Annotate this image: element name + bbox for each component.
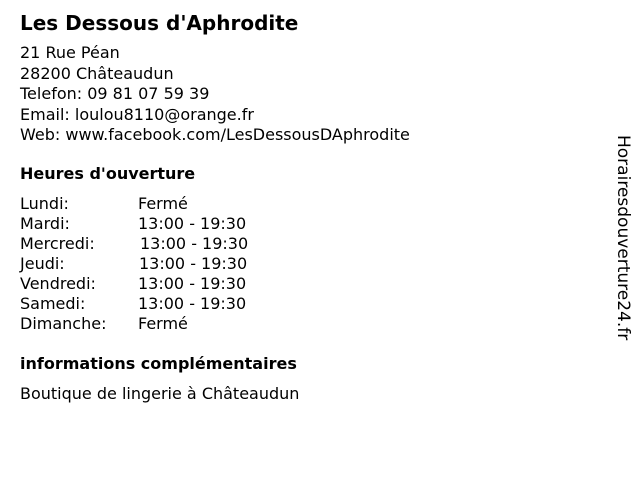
hours-row-thursday	[20, 254, 320, 274]
day-label: Dimanche:	[20, 314, 107, 333]
time-value: 13:00 - 19:30	[138, 274, 247, 293]
time-value: 13:00 - 19:30	[138, 214, 247, 233]
day-label: Jeudi:	[20, 254, 65, 273]
hours-row-sunday	[20, 314, 320, 334]
phone-line: Telefon: 09 81 07 59 39	[20, 84, 210, 103]
time-value: 13:00 - 19:30	[138, 294, 247, 313]
day-label: Vendredi:	[20, 274, 96, 293]
time-value: 13:00 - 19:30	[139, 254, 248, 273]
contact-block	[20, 43, 410, 146]
address-street: 21 Rue Péan	[20, 43, 120, 62]
address-city: 28200 Châteaudun	[20, 63, 174, 83]
hours-row-wednesday	[20, 234, 320, 254]
hours-row-saturday	[20, 294, 320, 314]
day-label: Samedi:	[20, 294, 86, 313]
info-description: Boutique de lingerie à Châteaudun	[20, 384, 300, 403]
hours-row-tuesday	[20, 214, 320, 234]
web-line: Web: www.facebook.com/LesDessousDAphrodite	[20, 125, 410, 144]
hours-row-monday	[20, 194, 320, 214]
hours-row-friday	[20, 274, 320, 294]
day-label: Mercredi:	[20, 234, 95, 253]
day-label: Lundi:	[20, 194, 69, 213]
email-line: Email: loulou8110@orange.fr	[20, 104, 254, 124]
day-label: Mardi:	[20, 214, 70, 233]
business-name: Les Dessous d'Aphrodite	[20, 11, 299, 35]
time-value: Fermé	[138, 194, 188, 213]
hours-heading: Heures d'ouverture	[20, 164, 196, 183]
hours-table	[20, 194, 320, 334]
time-value: 13:00 - 19:30	[140, 234, 249, 253]
time-value: Fermé	[138, 314, 188, 333]
info-heading: informations complémentaires	[20, 354, 297, 373]
site-watermark: Horairesdouverture24.fr	[613, 135, 633, 341]
